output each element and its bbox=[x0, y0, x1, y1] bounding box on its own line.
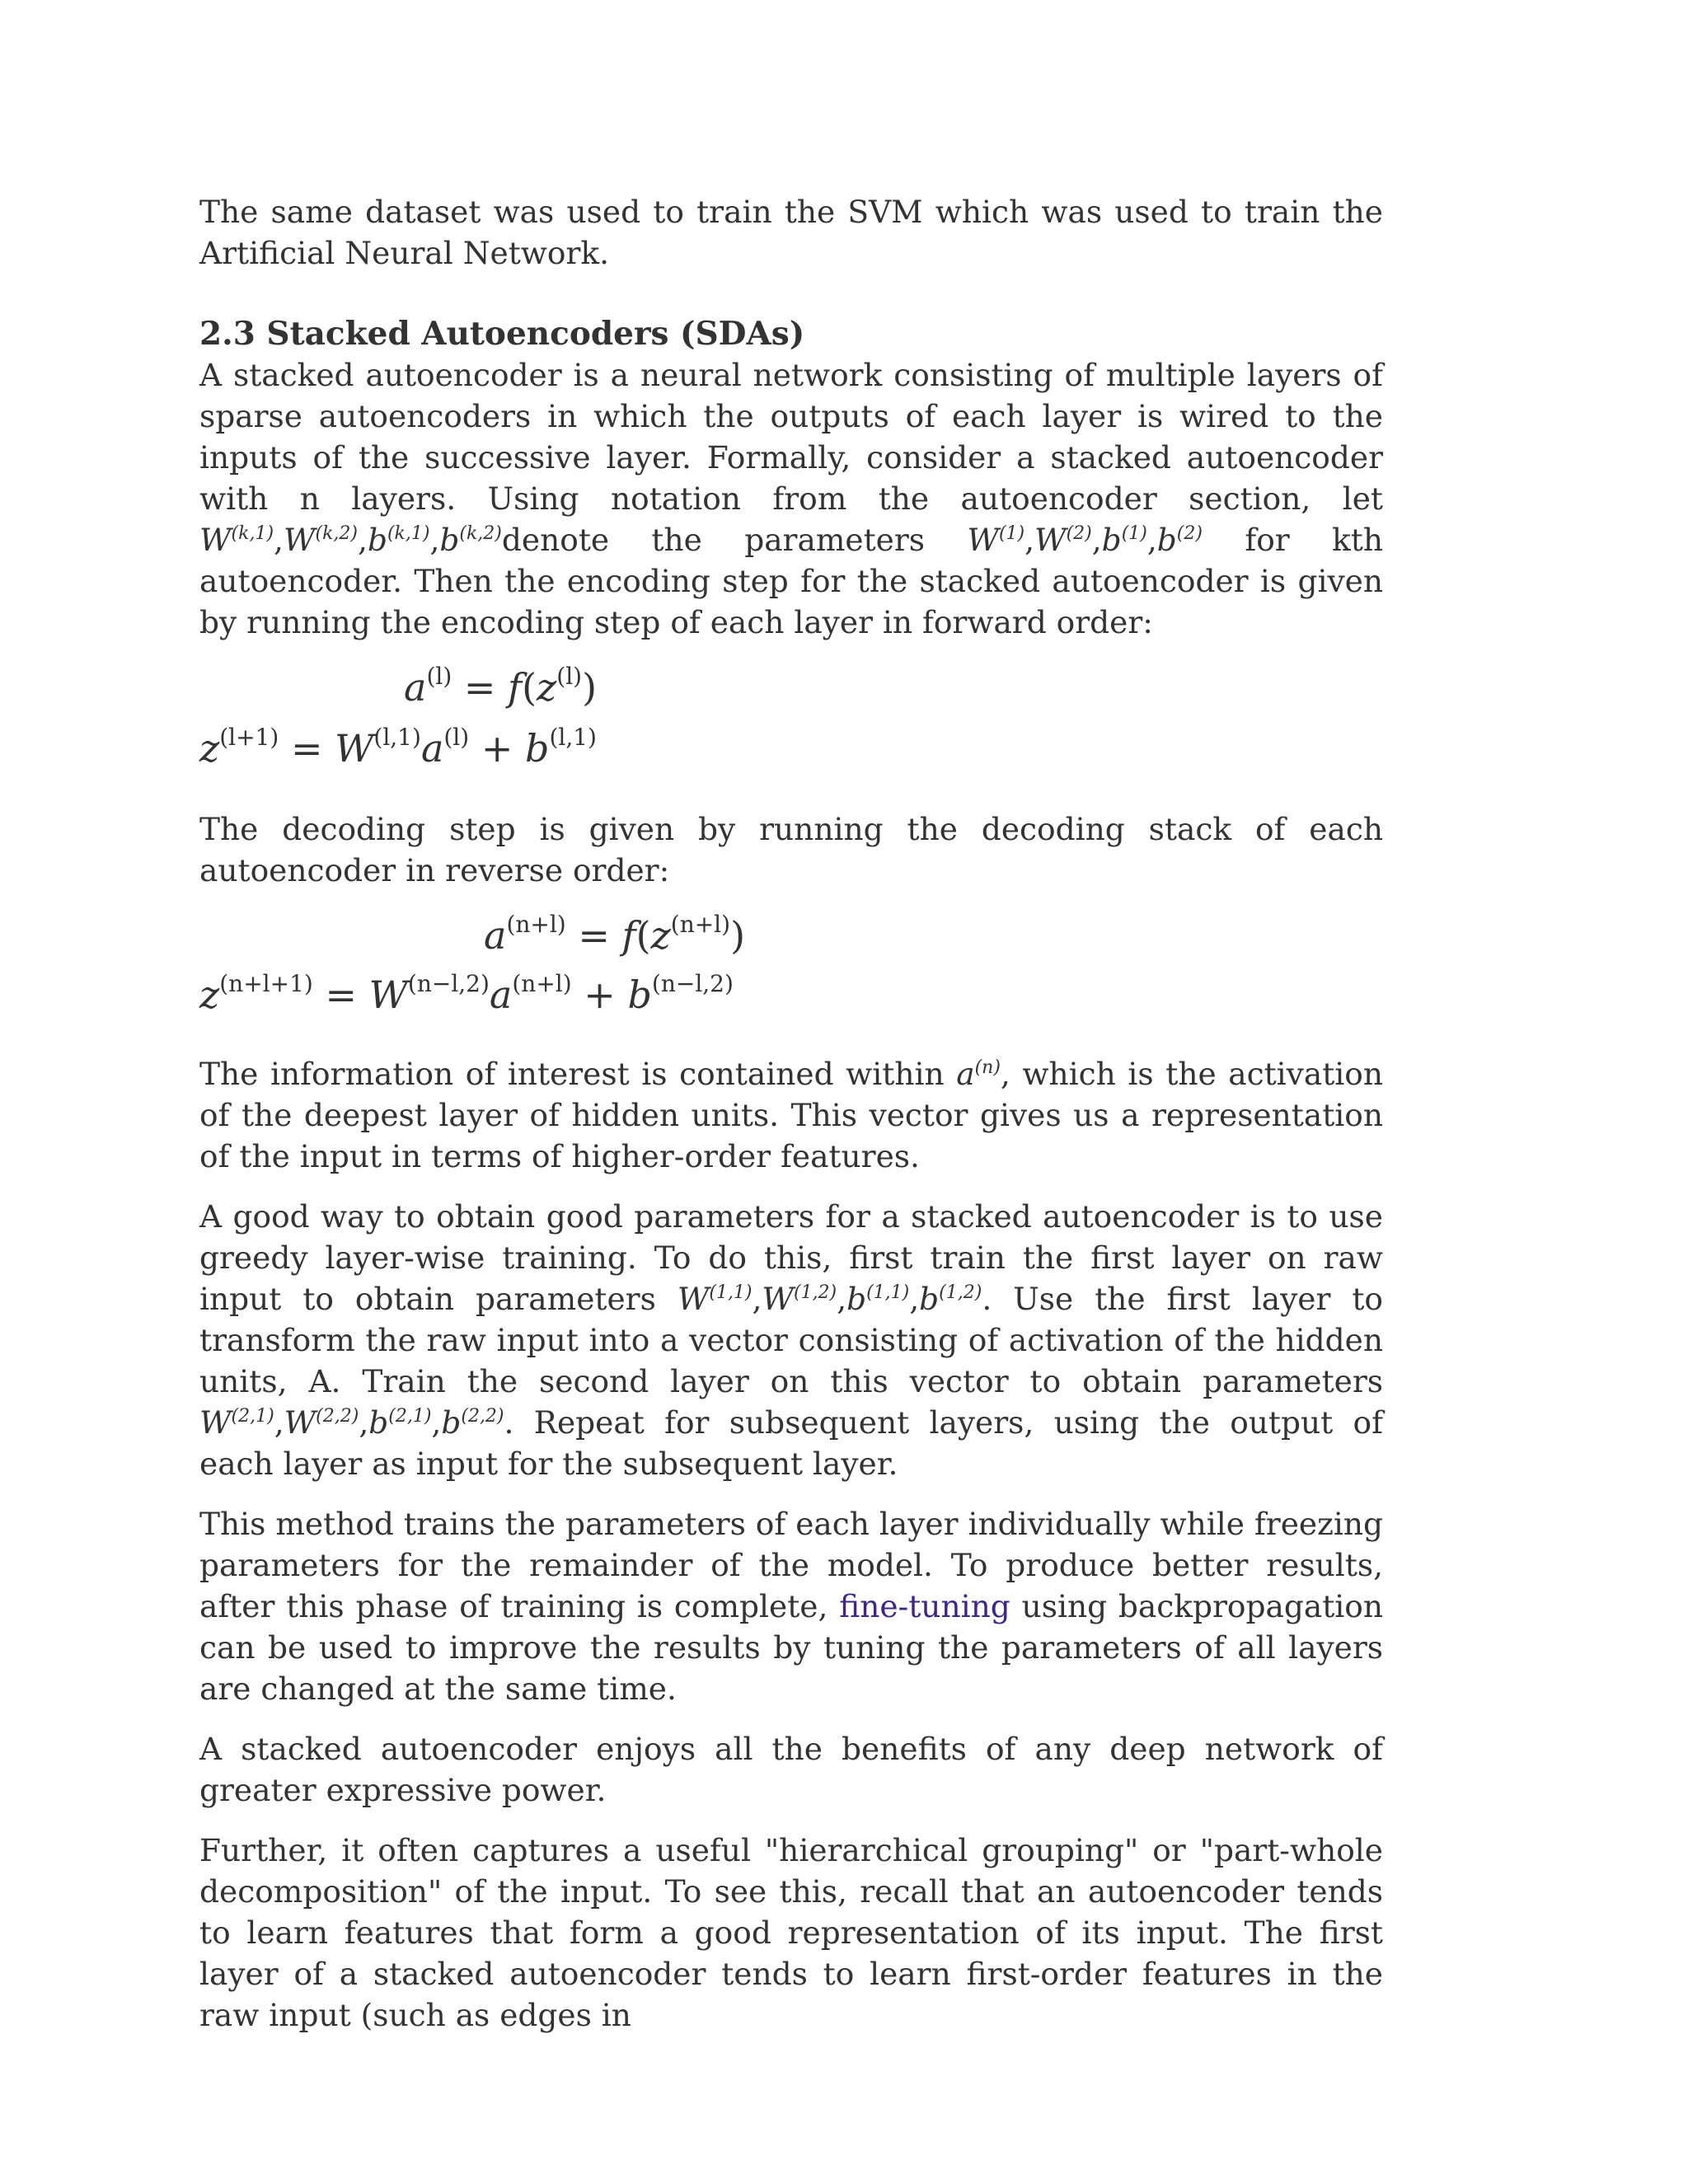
inline-math-ae-params: $W^{(1)},W^{(2)},b^{(1)},b^{(2)}$ bbox=[967, 522, 1203, 558]
definition-paragraph: A stacked autoencoder is a neural network consisting of multiple layers of sparse autoencoders in which the outputs of each layer is wired to the inputs of the successive layer. Formally, consider a stacked autoencoder with n layers. Using notation from the autoencoder section, let $W^{(k,1)},W^{(k,2)},b^{(k,1)},b^{(k,2)}denote$ the parameters $W^{(1)},W^{(2)},b^{(1)},b^{(2)}$ for kth autoencoder. Then the encoding step for the stacked autoencoder is given by running the encoding step of each layer in forward order: bbox=[199, 357, 1383, 640]
benefits-paragraph: A stacked autoencoder enjoys all the benefits of any deep network of greater expressive power. bbox=[199, 1731, 1383, 1808]
encoding-equation bbox=[199, 662, 1383, 802]
inline-math-layer-params: $W^{(k,1)},W^{(k,2)},b^{(k,1)},b^{(k,2)}$ bbox=[199, 522, 502, 558]
information-paragraph: The information of interest is contained within $a^{(n)}$, which is the activation of the deepest layer of hidden units. This vector gives us a representation of the input in terms of higher-order features. bbox=[199, 1056, 1384, 1174]
decoding-eq-weighted-sum: $z^{(n+l+1)} = W^{(n-l,2)}a^{(n+l)} + b^{(n-l,2)}$ bbox=[199, 970, 734, 1017]
decoding-paragraph: The decoding step is given by running the decoding stack of each autoencoder in reverse order: bbox=[199, 811, 1383, 888]
inline-math-second-layer-params: $W^{(2,1)},W^{(2,2)},b^{(2,1)},b^{(2,2)}$ bbox=[199, 1404, 504, 1441]
greedy-training-paragraph: A good way to obtain good parameters for a stacked autoencoder is to use greedy layer-wise training. To do this, first train the first layer on raw input to obtain parameters $W^{(1,1)},W^{(1,2)},b^{(1,1)},b^{(1,2)}$. Use the first layer to transform the raw input into a vector consisting of activation of the hidden units, A. Train the second layer on this vector to obtain parameters $W^{(2,1)},W^{(2,2)},b^{(2,1)},b^{(2,2)}$. Repeat for subsequent layers, using the output of each layer as input for the subsequent layer. bbox=[199, 1198, 1384, 1482]
hierarchical-paragraph: Further, it often captures a useful "hierarchical grouping" or "part-whole decomposition" of the input. To see this, recall that an autoencoder tends to learn features that form a good representation of its input. The first layer of a stacked autoencoder tends to learn first-order features in the raw input (such as edges in bbox=[199, 1832, 1383, 2033]
encoding-eq-activation: $a^{(l)} = f(z^{(l)})$ bbox=[404, 663, 598, 710]
inline-math-deepest-activation: $a^{(n)}$ bbox=[956, 1056, 1001, 1092]
section-heading: 2.3 Stacked Autoencoders (SDAs) bbox=[199, 315, 805, 353]
decoding-equation bbox=[199, 910, 1383, 1048]
encoding-eq-weighted-sum: $z^{(l+1)} = W^{(l,1)}a^{(l)} + b^{(l,1)}$ bbox=[199, 724, 597, 771]
document-body bbox=[199, 191, 1383, 2055]
inline-math-first-layer-params: $W^{(1,1)},W^{(1,2)},b^{(1,1)},b^{(1,2)}$ bbox=[677, 1281, 982, 1317]
intro-paragraph: The same dataset was used to train the SVM which was used to train the Artificial Neural Network. bbox=[199, 194, 1383, 271]
fine-tuning-link[interactable]: fine-tuning bbox=[839, 1588, 1010, 1624]
decoding-eq-activation: $a^{(n+l)} = f(z^{(n+l)})$ bbox=[484, 911, 746, 958]
fine-tuning-paragraph: This method trains the parameters of each layer individually while freezing parameters for the remainder of the model. To produce better results, after this phase of training is complete, fine-tuning using backpropagation can be used to improve the results by tuning the parameters of all layers are changed at the same time. bbox=[199, 1506, 1383, 1707]
